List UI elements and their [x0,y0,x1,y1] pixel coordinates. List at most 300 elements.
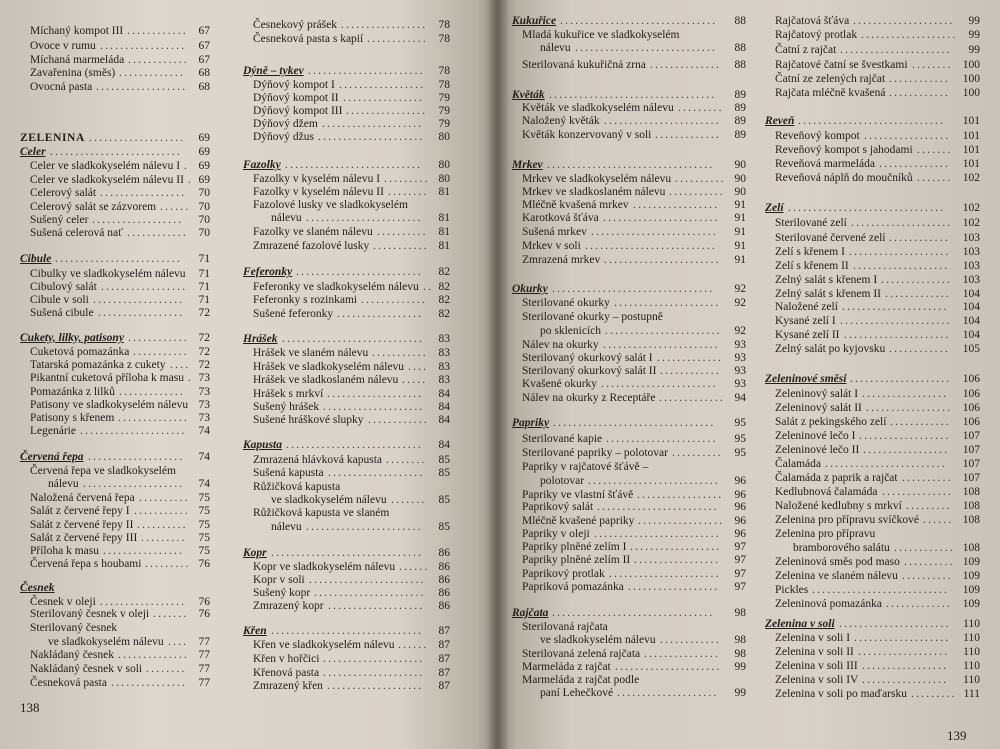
toc-entry [20,662,210,676]
toc-entry-title: bramborového salátu [793,542,890,554]
toc-entry [243,117,450,131]
toc-entry [243,599,450,613]
toc-page-number: 102 [962,172,980,184]
toc-leader-dots: ........... [372,347,428,359]
toc-page-number: 104 [962,301,980,313]
toc-leader-dots: ....................... [601,378,718,390]
toc-section-heading [243,624,450,638]
toc-entry-title: Sterilovaný česnek v oleji [30,608,150,620]
toc-entry-title: Sušený kopr [253,587,311,599]
toc-entry [243,666,450,680]
toc-page-number: 97 [734,554,746,566]
toc-entry [512,239,746,253]
toc-entry-title: Cukety, lilky, patisony [20,332,124,344]
toc-page-number: 107 [962,472,980,484]
toc-entry [512,446,746,460]
toc-entry-title: Kopr [243,547,267,559]
toc-entry-title: Sušená celerová nať [30,227,124,239]
toc-entry-title: Příloha k masu [30,545,99,557]
toc-entry [243,493,450,507]
toc-entry-title: Sušená mrkev [522,226,587,238]
toc-page-number: 72 [198,332,210,344]
toc-entry-title: Česnek v oleji [30,596,96,608]
toc-entry [243,573,450,587]
toc-entry [512,540,746,554]
toc-page-number: 92 [734,325,746,337]
toc-entry-title: Dýňový kompot III [253,105,343,117]
toc-leader-dots: ............. [885,288,951,300]
toc-entry-title: Zelenina v soli IV [775,674,859,686]
toc-entry-title: Sterilovaná zelená rajčata [522,648,641,660]
toc-entry [512,28,746,42]
toc-page-number: 96 [734,515,746,527]
toc-page-number: 82 [438,294,450,306]
toc-leader-dots: .............. [882,486,954,498]
toc-entry-title: Zmrazená mrkev [522,254,601,266]
toc-entry-title: Cibule v soli [30,294,89,306]
toc-page-number: 91 [734,199,746,211]
toc-section-heading [243,265,450,279]
toc-leader-dots: ...................... [314,587,426,599]
toc-page-number: 77 [198,677,210,689]
toc-page-number: 84 [438,388,450,400]
toc-entry [512,620,746,634]
toc-entry [243,586,450,600]
toc-section-heading [243,438,450,452]
toc-leader-dots: .............. [881,274,953,286]
toc-page-number: 99 [968,44,980,56]
toc-page-number: 73 [198,372,210,384]
toc-entry-title: Marmeláda z rajčat podle [522,674,640,686]
toc-leader-dots: ......... [911,688,957,700]
toc-entry [512,660,746,674]
toc-entry [243,198,450,212]
toc-leader-dots: ................... [861,29,958,41]
toc-page-number: 90 [734,186,746,198]
toc-leader-dots: .... [168,636,189,648]
toc-entry [20,293,210,307]
toc-entry-title: Kedlubnová čalamáda [775,486,878,498]
toc-leader-dots: ......................... [591,226,718,238]
toc-page-number: 77 [198,663,210,675]
toc-entry-title: Dýňový džem [253,118,318,130]
toc-leader-dots: ................. [101,281,188,293]
toc-page-number: 95 [734,417,746,429]
toc-entry-title: Cibulky ve sladkokyselém nálevu [30,268,186,280]
toc-leader-dots: ................ [103,545,185,557]
toc-leader-dots: ............ [889,232,950,244]
toc-entry [765,673,980,687]
toc-entry [765,157,980,171]
toc-page-number: 81 [438,240,450,252]
toc-entry [20,464,210,478]
toc-entry-title: Sterilované zelí [775,217,847,229]
toc-entry [765,499,980,513]
toc-entry [243,18,450,32]
toc-entry-title: Květák [512,89,545,101]
toc-page-number: 101 [962,158,980,170]
toc-entry [765,597,980,611]
toc-entry-title: Sterilovaný okurkový salát I [522,352,653,364]
toc-entry-title: Mléčně kvašená mrkev [522,199,629,211]
toc-entry-title: Čalamáda [775,458,821,470]
toc-entry-title: Křen ve sladkokyselém nálevu [253,639,395,651]
toc-page-number: 109 [962,584,980,596]
toc-entry-title: Křenová pasta [253,667,320,679]
toc-leader-dots: ...................... [606,433,718,445]
toc-leader-dots: ............. [886,598,952,610]
toc-entry-title: Zmrazený kopr [253,600,324,612]
toc-leader-dots: .................... [323,401,425,413]
toc-entry [512,432,746,446]
toc-page-number: 86 [438,587,450,599]
toc-entry [20,424,210,438]
toc-entry-title: Mrkev v soli [522,240,581,252]
toc-entry-title: Sušené feferonky [253,308,334,320]
toc-entry-title: Reveňový kompot s jahodami [775,144,913,156]
toc-leader-dots: ............. [361,294,427,306]
toc-page-number: 90 [734,173,746,185]
toc-entry-title: Kysané zelí I [775,315,836,327]
toc-page-number: 103 [962,246,980,258]
toc-entry-title: Míchaný kompot III [30,25,124,37]
toc-entry [765,72,980,86]
toc-leader-dots: ................. [98,307,185,319]
toc-page-number: 87 [438,680,450,692]
toc-entry [20,477,210,491]
toc-page-number: 106 [962,402,980,414]
toc-entry [243,185,450,199]
toc-entry-title: Papriky plněné zelím I [522,541,627,553]
toc-entry [20,398,210,412]
toc-entry [765,129,980,143]
toc-entry [512,500,746,514]
toc-leader-dots: ................... [854,632,951,644]
toc-page-number: 76 [198,558,210,570]
toc-entry-title: Fazolové lusky ve sladkokyselém [253,199,408,211]
toc-entry [20,39,210,53]
toc-entry-title: ve sladkokyselém nálevu [540,634,656,646]
toc-entry-title: Feferonky s rozinkami [253,294,358,306]
toc-entry [20,518,210,532]
toc-section-heading [243,546,450,560]
toc-section-heading [765,617,980,631]
toc-entry-title: nálevu [271,212,302,224]
toc-leader-dots: ......... [906,500,952,512]
toc-entry [765,485,980,499]
toc-leader-dots: ............ [660,634,721,646]
toc-leader-dots: ................. [863,444,950,456]
toc-leader-dots: ................. [100,596,187,608]
toc-entry-title: Fazolky v kyselém nálevu I [253,173,381,185]
toc-page-number: 72 [198,346,210,358]
toc-leader-dots: .... [170,359,191,371]
toc-page-number: 73 [198,399,210,411]
toc-entry [20,345,210,359]
toc-leader-dots: ................. [634,554,721,566]
toc-leader-dots: ....................... [603,339,720,351]
toc-entry [243,387,450,401]
toc-page-number: 85 [438,494,450,506]
toc-leader-dots: ........ [146,663,187,675]
toc-entry-title: Čatní ze zelených rajčat [775,73,886,85]
toc-entry-title: Pikantní cuketová příloha k masu [30,372,184,384]
toc-entry [765,143,980,157]
toc-entry [243,104,450,118]
toc-entry-title: Hrášek ve slaném nálevu [253,347,369,359]
toc-leader-dots: .......... [904,556,955,568]
toc-leader-dots: ............ [367,33,428,45]
toc-entry-title: Kapusta [243,439,282,451]
toc-entry [20,557,210,571]
toc-entry-title: Papriky ve vlastní šťávě [522,489,634,501]
toc-entry-title: Nakládaný česnek v soli [30,663,143,675]
toc-entry-title: Kysané zelí II [775,329,840,341]
toc-entry-title: Zelí [765,202,784,214]
toc-entry-title: Patisony s křenem [30,412,115,424]
toc-entry [20,226,210,240]
toc-leader-dots: ..................... [80,425,187,437]
toc-entry [765,259,980,273]
toc-entry-title: Míchaná marmeláda [30,54,125,66]
toc-leader-dots: ...... [399,561,430,573]
toc-entry [765,43,980,57]
toc-page-number: 73 [198,412,210,424]
toc-entry [243,346,450,360]
toc-page-number: 110 [963,646,980,658]
toc-leader-dots: ......... [145,558,191,570]
toc-leader-dots: ..................... [614,297,721,309]
toc-leader-dots: .......... [675,173,726,185]
toc-entry-title: Rajčata mléčně kvašená [775,87,886,99]
toc-section-heading [765,201,980,215]
toc-entry [765,443,980,457]
toc-entry-title: Mléčně kvašené papriky [522,515,635,527]
toc-entry [765,86,980,100]
toc-section-heading [20,145,210,159]
toc-page-number: 75 [198,519,210,531]
toc-entry-title: Sterilované kapie [522,433,603,445]
toc-page-number: 98 [734,607,746,619]
toc-leader-dots: ................... [89,132,186,144]
toc-entry-title: Zeleninový salát II [775,402,862,414]
toc-leader-dots: ............. [119,386,185,398]
toc-page-number: 95 [734,447,746,459]
toc-page-number: 101 [962,144,980,156]
toc-entry-title: Česneková pasta s kapií [253,33,364,45]
toc-page-number: 78 [438,19,450,31]
toc-page-number: 110 [963,660,980,672]
toc-leader-dots: ........................ [825,458,947,470]
toc-entry-title: Fazolky ve slaném nálevu [253,226,373,238]
toc-entry-title: Salát z červené řepy II [30,519,134,531]
toc-page-number: 74 [198,451,210,463]
toc-leader-dots: ....................... [306,212,423,224]
toc-entry-title: Cibule [20,253,52,265]
toc-entry-title: Zeleninový salát I [775,388,859,400]
toc-page-number: 104 [962,288,980,300]
toc-leader-dots: ........................ [597,501,719,513]
toc-entry [512,128,746,142]
toc-page-number: 88 [734,59,746,71]
toc-entry [243,307,450,321]
toc-entry [20,635,210,649]
toc-page-number: 107 [962,458,980,470]
toc-entry-title: Česneková pasta [30,677,107,689]
toc-entry [765,314,980,328]
toc-page-number: 93 [734,378,746,390]
toc-entry [20,676,210,690]
toc-page-number: 106 [962,416,980,428]
toc-entry-title: Salát z červené řepy III [30,532,138,544]
toc-entry-title: Rajčatový protlak [775,29,858,41]
toc-leader-dots: ..... [402,374,428,386]
toc-page-number: 84 [438,414,450,426]
toc-entry-title: Paprikový protlak [522,568,605,580]
toc-leader-dots: ........................... [286,439,424,451]
toc-page-number: 98 [734,634,746,646]
toc-leader-dots: ...... [923,514,954,526]
toc-entry [512,253,746,267]
toc-page-number: 67 [198,40,210,52]
toc-entry-title: Celerový salát [30,187,97,199]
toc-page-number: 96 [734,475,746,487]
toc-entry-title: Zelenina v soli III [775,660,858,672]
toc-entry-title: Rajčatová šťáva [775,15,850,27]
toc-leader-dots: ....... [917,172,953,184]
toc-entry-title: Reveňový kompot [775,130,860,142]
toc-leader-dots: ........ [912,59,953,71]
toc-leader-dots: ........................... [285,159,423,171]
toc-page-number: 67 [198,54,210,66]
toc-page-number: 69 [198,132,210,144]
toc-section-heading [512,158,746,172]
toc-leader-dots: ....................... [308,65,425,77]
toc-entry-title: Zmrazený křen [253,680,323,692]
toc-entry-title: Zelí s křenem II [775,260,849,272]
toc-entry-title: Dýňový kompot II [253,92,339,104]
toc-entry [20,607,210,621]
toc-entry [243,78,450,92]
toc-page-number: 82 [438,266,450,278]
toc-entry-title: Sterilované okurky [522,297,610,309]
toc-entry-title: Celerový salát se zázvorem [30,201,157,213]
toc-section-heading [20,252,210,266]
toc-entry-title: Červená řepa ve sladkokyselém [30,465,176,477]
toc-entry-title: Celer ve sladkokyselém nálevu I [30,160,181,172]
toc-entry [243,172,450,186]
toc-page-number: 102 [962,217,980,229]
toc-leader-dots: ...... [160,201,191,213]
toc-page-number: 106 [962,388,980,400]
toc-entry-title: Fazolky [243,159,281,171]
toc-leader-dots: . [188,174,194,186]
toc-page-number: 97 [734,568,746,580]
toc-section-heading [765,372,980,386]
toc-entry-title: Paprikový salát [522,501,594,513]
toc-page-number: 110 [963,632,980,644]
toc-leader-dots: ....................... [306,521,423,533]
toc-entry [512,673,746,687]
toc-section-heading [512,282,746,296]
toc-leader-dots: . [188,372,194,384]
toc-leader-dots: ...................... [840,44,952,56]
toc-entry [20,186,210,200]
toc-entry-title: Nálev na okurky z Receptáře [522,392,656,404]
toc-entry [765,569,980,583]
toc-entry-title: Dýňový džus [253,131,315,143]
toc-leader-dots: ................... [327,388,424,400]
toc-entry [512,324,746,338]
toc-entry [512,514,746,528]
toc-leader-dots: ............. [657,352,723,364]
toc-leader-dots: ................... [328,467,425,479]
toc-entry-title: Marmeláda z rajčat [522,661,611,673]
toc-entry-title: Zelenina v soli [765,618,835,630]
toc-entry [765,342,980,356]
toc-entry [512,225,746,239]
toc-page-number: 85 [438,521,450,533]
toc-page-number: 99 [734,687,746,699]
toc-page-number: 110 [963,674,980,686]
toc-entry [512,460,746,474]
toc-page-number: 97 [734,541,746,553]
toc-entry [512,114,746,128]
toc-page-number: 83 [438,347,450,359]
toc-page-number: 97 [734,581,746,593]
toc-entry-title: Mrkev ve sladkoslaném nálevu [522,186,666,198]
toc-page-number: 86 [438,600,450,612]
toc-leader-dots: .................... [849,246,951,258]
toc-entry [20,306,210,320]
toc-leader-dots: .......... [672,447,723,459]
toc-leader-dots: .......................... [50,146,182,158]
toc-entry [765,245,980,259]
toc-entry-title: Růžičková kapusta ve slaném [253,507,390,519]
toc-leader-dots: ............... [644,648,721,660]
toc-page-number: 83 [438,333,450,345]
toc-page-number: 86 [438,561,450,573]
toc-entry [765,631,980,645]
toc-leader-dots: ...................... [609,568,721,580]
toc-page-number: 91 [734,240,746,252]
toc-entry-title: Dýně – tykev [243,65,304,77]
toc-entry [512,580,746,594]
toc-page-number: 77 [198,636,210,648]
toc-entry [20,267,210,281]
toc-entry [765,58,980,72]
toc-leader-dots: ................ [346,105,428,117]
toc-entry-title: Sušený hrášek [253,401,320,413]
toc-page-number: 82 [438,281,450,293]
toc-leader-dots: ................ [343,92,425,104]
toc-entry [243,373,450,387]
toc-page-number: 80 [438,173,450,185]
toc-leader-dots: ................................. [549,89,717,101]
toc-leader-dots: ........... [133,346,189,358]
toc-leader-dots: ............ [128,332,189,344]
toc-section-heading [243,64,450,78]
toc-entry-title: Hrášek s mrkví [253,388,324,400]
toc-leader-dots: ............ [660,365,721,377]
toc-section-heading [243,332,450,346]
toc-entry [512,527,746,541]
toc-leader-dots: ............. [659,392,725,404]
toc-page-number: 89 [734,129,746,141]
toc-entry-title: Salát z pekingského zelí [775,416,887,428]
toc-page-number: 75 [198,545,210,557]
toc-entry-title: Patisony ve sladkokyselém nálevu [30,399,189,411]
